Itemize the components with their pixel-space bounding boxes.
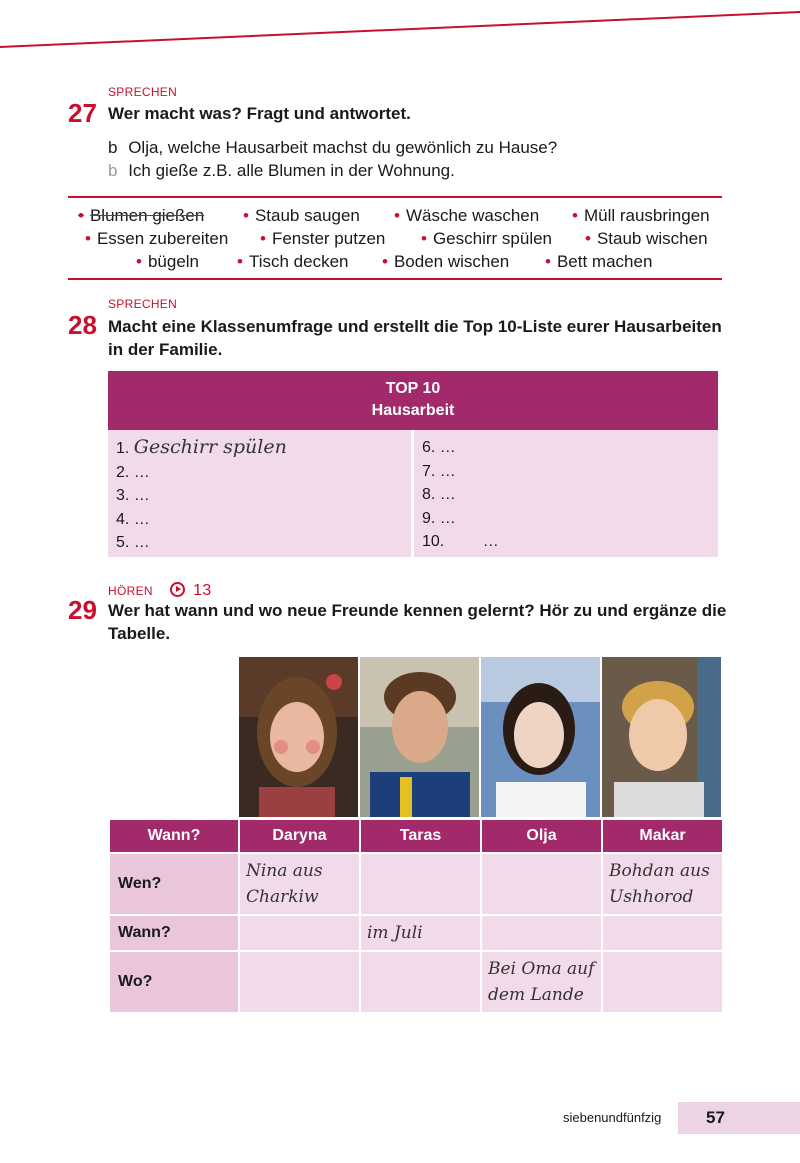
table-cell[interactable] bbox=[239, 951, 360, 1013]
column-header: Daryna bbox=[239, 819, 360, 853]
column-header: Olja bbox=[481, 819, 602, 853]
table-header-row bbox=[109, 819, 723, 853]
word-item: • Fenster putzen bbox=[260, 229, 386, 248]
page-number-words: siebenundfünfzig bbox=[563, 1110, 662, 1125]
list-item: 4. … bbox=[116, 510, 150, 528]
table-row bbox=[109, 951, 723, 1013]
word-item: • Tisch decken bbox=[237, 252, 349, 271]
table-cell[interactable]: Bei Oma auf dem Lande bbox=[481, 951, 602, 1013]
dialogue-text: Ich gieße z.B. alle Blumen in der Wohnung. bbox=[128, 161, 455, 180]
ex27-question: Wer macht was? Fragt und antwortet. bbox=[108, 104, 411, 123]
speaker-letter: b bbox=[108, 138, 118, 157]
photo-taras bbox=[360, 657, 479, 817]
ex29-number: 29 bbox=[68, 595, 97, 625]
column-header: Wann? bbox=[109, 819, 239, 853]
word-item: • Müll rausbringen bbox=[572, 206, 710, 225]
ex28-question-line-2: in der Familie. bbox=[108, 340, 223, 359]
table-cell[interactable] bbox=[360, 951, 481, 1013]
table-cell[interactable]: Bohdan aus Ushhorod bbox=[602, 853, 723, 915]
list-item: 10. … bbox=[422, 533, 499, 550]
photo-daryna bbox=[239, 657, 358, 817]
list-item: 9. … bbox=[422, 509, 456, 527]
table-cell[interactable]: Nina aus Charkiw bbox=[239, 853, 360, 915]
word-item: • Essen zubereiten bbox=[85, 229, 229, 248]
word-item: • Blumen gießen bbox=[78, 206, 205, 225]
page-number-box bbox=[678, 1102, 800, 1134]
photo-makar bbox=[602, 657, 721, 817]
top10-title: TOP 10 bbox=[385, 380, 441, 397]
word-item: • Wäsche waschen bbox=[394, 206, 540, 225]
list-item: 6. … bbox=[422, 439, 456, 456]
ex29-question-line-1: Wer hat wann und wo neue Freunde kennen gelernt? Hör zu und ergänze die bbox=[108, 601, 727, 620]
word-item: • Boden wischen bbox=[382, 252, 510, 271]
page-number: 57 bbox=[706, 1108, 725, 1127]
ex27-dialogue-line-2 bbox=[108, 161, 455, 181]
word-item: • Staub wischen bbox=[585, 229, 708, 248]
dialogue-text: Olja, welche Hausarbeit machst du gewönlich zu Hause? bbox=[128, 138, 558, 157]
table-row bbox=[109, 915, 723, 951]
word-box-bottom-rule bbox=[68, 278, 722, 280]
row-label: Wann? bbox=[109, 915, 239, 951]
ex28-label: SPRECHEN bbox=[108, 297, 178, 311]
table-cell[interactable] bbox=[239, 915, 360, 951]
word-box-top-rule bbox=[68, 196, 722, 198]
table-cell[interactable] bbox=[602, 915, 723, 951]
column-header: Taras bbox=[360, 819, 481, 853]
list-item: 2. … bbox=[116, 463, 150, 481]
table-cell[interactable] bbox=[602, 951, 723, 1013]
handwritten-answer: Geschirr spülen bbox=[133, 436, 287, 458]
row-label: Wen? bbox=[109, 853, 239, 915]
header-rule bbox=[0, 0, 800, 60]
table-cell[interactable] bbox=[481, 915, 602, 951]
ex27-number: 27 bbox=[68, 98, 97, 128]
list-item: 7. … bbox=[422, 462, 456, 480]
audio-play-icon[interactable] bbox=[170, 582, 185, 597]
list-item: 8. … bbox=[422, 486, 456, 503]
photo-olja bbox=[481, 657, 600, 817]
friends-table bbox=[108, 818, 724, 1014]
list-item: 5. … bbox=[116, 534, 150, 551]
list-item: 3. … bbox=[116, 487, 150, 504]
ex29-label bbox=[108, 582, 212, 600]
ex27-dialogue-line-1 bbox=[108, 138, 557, 158]
row-label: Wo? bbox=[109, 951, 239, 1013]
top10-right-column bbox=[414, 430, 718, 557]
ex29-label-text: HÖREN bbox=[108, 584, 153, 598]
top10-table bbox=[108, 371, 718, 557]
table-cell[interactable] bbox=[481, 853, 602, 915]
table-cell[interactable] bbox=[360, 853, 481, 915]
word-item: • Staub saugen bbox=[243, 206, 360, 225]
ex28-number: 28 bbox=[68, 310, 97, 340]
top10-header bbox=[108, 371, 718, 430]
top10-subtitle: Hausarbeit bbox=[371, 402, 455, 419]
column-header: Makar bbox=[602, 819, 723, 853]
word-item: • bügeln bbox=[136, 252, 200, 271]
list-item: 1. Geschirr spülen bbox=[116, 436, 287, 458]
top10-left-column bbox=[108, 430, 411, 557]
word-item: • Bett machen bbox=[545, 252, 653, 271]
word-item: • Geschirr spülen bbox=[421, 229, 553, 248]
speaker-letter: b bbox=[108, 161, 118, 180]
ex29-question-line-2: Tabelle. bbox=[108, 624, 171, 643]
ex27-label: SPRECHEN bbox=[108, 85, 178, 99]
table-cell[interactable]: im Juli bbox=[360, 915, 481, 951]
table-row bbox=[109, 853, 723, 915]
ex28-question-line-1: Macht eine Klassenumfrage und erstellt die Top 10-Liste eurer Hausarbeiten bbox=[108, 317, 722, 336]
audio-track-number: 13 bbox=[193, 582, 212, 599]
